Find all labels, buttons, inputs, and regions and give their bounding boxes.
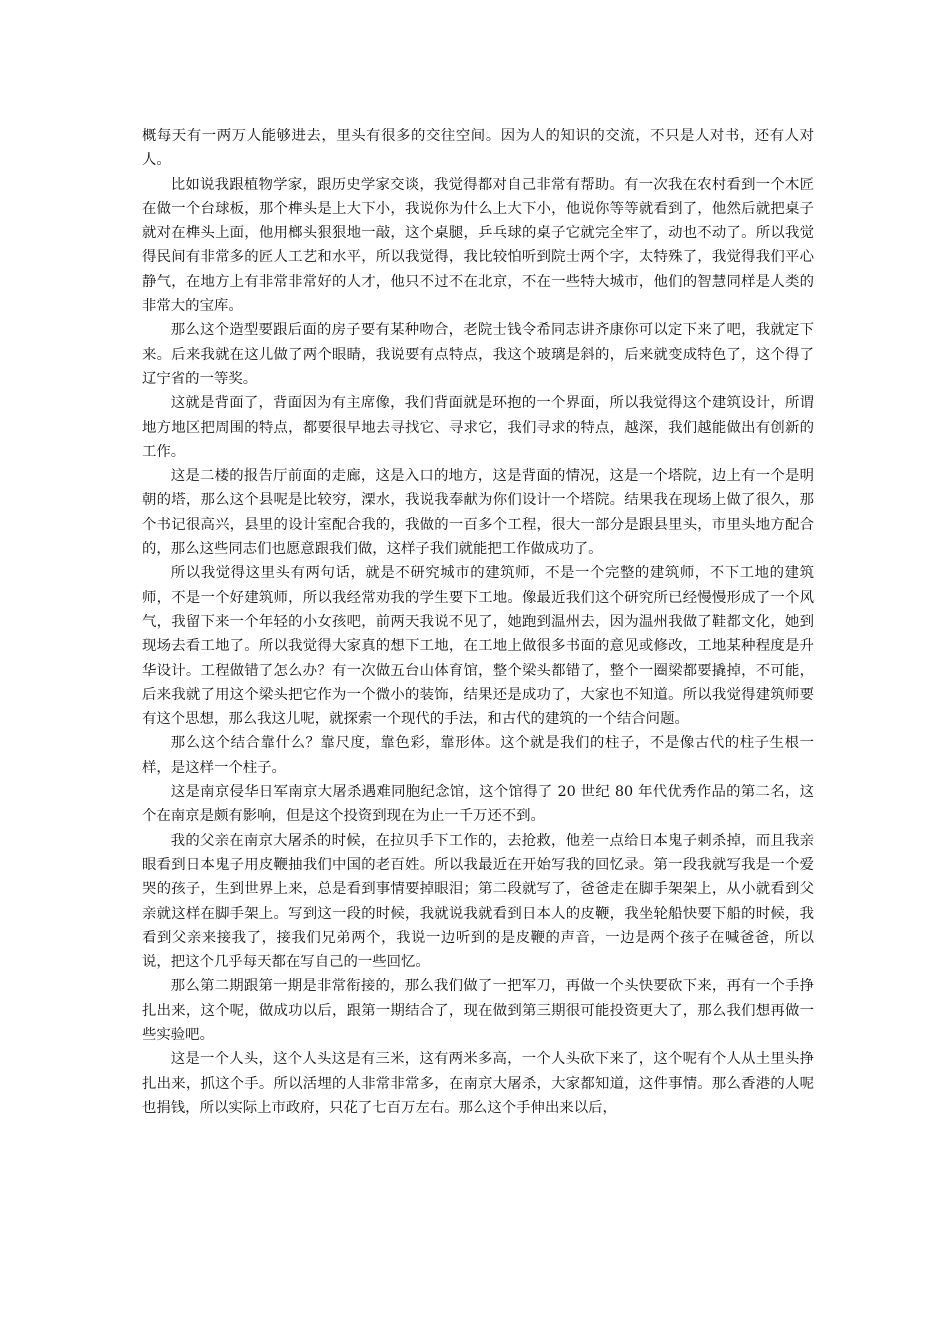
paragraph: 那么这个造型要跟后面的房子要有某种吻合，老院士钱令希同志讲齐康你可以定下来了吧，我就定下来。后来我就在这儿做了两个眼睛，我说要有点特点，我这个玻璃是斜的，后来就变成特色了，这个得了辽宁省的一等奖。 bbox=[142, 322, 814, 387]
paragraph-continuation: 概每天有一两万人能够进去，里头有很多的交往空间。因为人的知识的交流，不只是人对书，还有人对人。 bbox=[142, 128, 814, 169]
paragraph: 这就是背面了，背面因为有主席像，我们背面就是环抱的一个界面，所以我觉得这个建筑设计，所谓地方地区把周围的特点，都要很早地去寻找它、寻求它，我们寻求的特点，越深，我们越能做出有创新的工作。 bbox=[142, 395, 814, 460]
paragraph: 那么第二期跟第一期是非常衔接的，那么我们做了一把军刀，再做一个头快要砍下来，再有一个手挣扎出来，这个呢，做成功以后，跟第一期结合了，现在做到第三期很可能投资更大了，那么我们想再做一些实验吧。 bbox=[142, 978, 814, 1043]
paragraph: 所以我觉得这里头有两句话，就是不研究城市的建筑师，不是一个完整的建筑师，不下工地的建筑师，不是一个好建筑师，所以我经常劝我的学生要下工地。像最近我们这个研究所已经慢慢形成了一个风气，我留下来一个年轻的小女孩吧，前两天我说不见了，她跑到温州去，因为温州我做了鞋都文化，她到现场去看工地了。所以我觉得大家真的想下工地，在工地上做很多书面的意见或修改，工地某种程度是升华设计。工程做错了怎么办？有一次做五台山体育馆，整个梁头都错了，整个一圈梁都要撬掉，不可能，后来我就了用这个梁头把它作为一个微小的装饰，结果还是成功了，大家也不知道。所以我觉得建筑师要有这个思想，那么我这儿呢，就探索一个现代的手法，和古代的建筑的一个结合问题。 bbox=[142, 565, 814, 728]
paragraph: 这是一个人头，这个人头这是有三米，这有两米多高，一个人头砍下来了，这个呢有个人从土里头挣扎出来，抓这个手。所以活埋的人非常非常多，在南京大屠杀，大家都知道，这件事情。那么香港的人呢也捐钱，所以实际上市政府，只花了七百万左右。那么这个手伸出来以后， bbox=[142, 1051, 814, 1116]
paragraph: 这是二楼的报告厅前面的走廊，这是入口的地方，这是背面的情况，这是一个塔院，边上有一个是明朝的塔，那么这个县呢是比较穷，溧水，我说我奉献为你们设计一个塔院。结果我在现场上做了很久，那个书记很高兴，县里的设计室配合我的，我做的一百多个工程，很大一部分是跟县里头，市里头地方配合的，那么这些同志们也愿意跟我们做，这样子我们就能把工作做成功了。 bbox=[142, 468, 814, 558]
paragraph: 那么这个结合靠什么？靠尺度，靠色彩，靠形体。这个就是我们的柱子，不是像古代的柱子生根一样，是这样一个柱子。 bbox=[142, 735, 814, 776]
paragraph: 这是南京侵华日军南京大屠杀遇难同胞纪念馆，这个馆得了 20 世纪 80 年代优秀作品的第二名，这个在南京是颇有影响，但是这个投资到现在为止一千万还不到。 bbox=[142, 784, 814, 825]
paragraph: 比如说我跟植物学家，跟历史学家交谈，我觉得都对自己非常有帮助。有一次我在农村看到一个木匠在做一个台球板，那个榫头是上大下小，我说你为什么上大下小，他说你等等就看到了，他然后就把桌子就对在榫头上面，他用榔头狠狠地一敲，这个桌腿，乒乓球的桌子它就完全牢了，动也不动了。所以我觉得民间有非常多的匠人工艺和水平，所以我觉得，我比较怕听到院士两个字，太特殊了，我觉得我们平心静气，在地方上有非常非常好的人才，他只不过不在北京，不在一些特大城市，他们的智慧同样是人类的非常大的宝库。 bbox=[142, 176, 814, 315]
document-page bbox=[142, 124, 814, 1120]
paragraph: 我的父亲在南京大屠杀的时候，在拉贝手下工作的，去抢救，他差一点给日本鬼子刺杀掉，而且我亲眼看到日本鬼子用皮鞭抽我们中国的老百姓。所以我最近在开始写我的回忆录。第一段我就写我是一个爱哭的孩子，生到世界上来，总是看到事情要掉眼泪；第二段就写了，爸爸走在脚手架架上，从小就看到父亲就这样在脚手架上。写到这一段的时候，我就说我就看到日本人的皮鞭，我坐轮船快要下船的时候，我看到父亲来接我了，接我们兄弟两个，我说一边听到的是皮鞭的声音，一边是两个孩子在喊爸爸，所以说，把这个几乎每天都在写自己的一些回忆。 bbox=[142, 832, 814, 971]
